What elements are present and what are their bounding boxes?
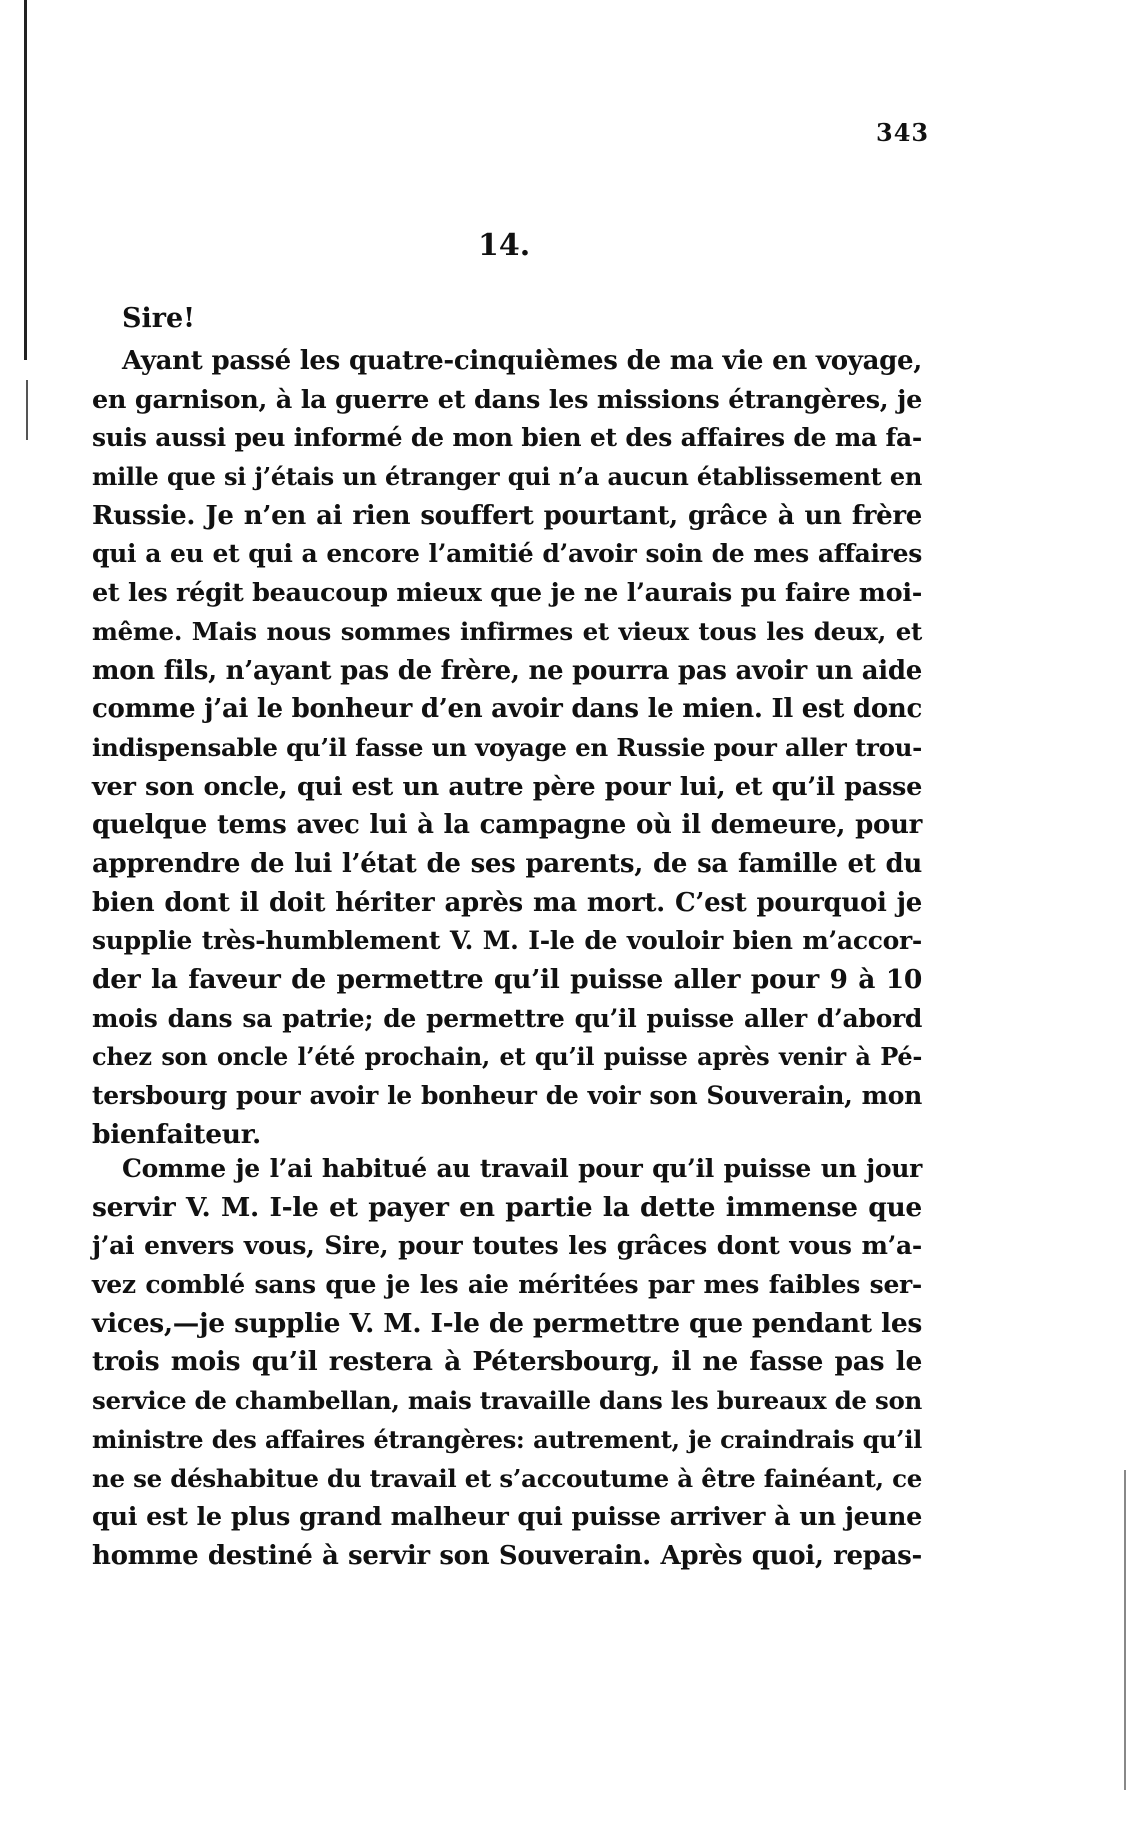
text-line: Russie. Je n’en ai rien souffert pourtant, grâce à un frère [92, 500, 922, 531]
paragraph-2 [92, 1150, 922, 1576]
right-margin-rule [1124, 1470, 1126, 1790]
text-line: j’ai envers vous, Sire, pour toutes les grâces dont vous m’a- [92, 1231, 922, 1261]
text-line: ne se déshabitue du travail et s’accoutume à être fainéant, ce [92, 1463, 922, 1493]
text-line: bienfaiteur. [92, 1118, 261, 1150]
text-line: bien dont il doit hériter après ma mort. C’est pourquoi je [92, 887, 922, 918]
text-line: mon fils, n’ayant pas de frère, ne pourra pas avoir un aide [92, 655, 922, 686]
text-line: ver son oncle, qui est un autre père pour lui, et qu’il passe [92, 771, 922, 802]
text-line: ministre des affaires étrangères: autrement, je craindrais qu’il [92, 1424, 922, 1454]
paragraph-1 [92, 342, 922, 1154]
text-line: qui a eu et qui a encore l’amitié d’avoir soin de mes affaires [92, 539, 922, 569]
text-line: vez comblé sans que je les aie méritées par mes faibles ser- [92, 1270, 922, 1300]
text-line: en garnison, à la guerre et dans les missions étrangères, je [92, 384, 922, 415]
text-line: et les régit beaucoup mieux que je ne l’aurais pu faire moi- [92, 578, 922, 609]
text-line: apprendre de lui l’état de ses parents, de sa famille et du [92, 848, 922, 879]
text-line: service de chambellan, mais travaille dans les bureaux de son [92, 1386, 922, 1416]
text-line: supplie très-humblement V. M. I-le de vouloir bien m’accor- [92, 926, 922, 956]
text-line: chez son oncle l’été prochain, et qu’il puisse après venir à Pé- [92, 1042, 922, 1072]
text-line: même. Mais nous sommes infirmes et vieux tous les deux, et [92, 616, 922, 646]
text-line: mois dans sa patrie; de permettre qu’il puisse aller d’abord [92, 1003, 922, 1033]
text-line: Ayant passé les quatre-cinquièmes de ma vie en voyage, [122, 346, 922, 376]
left-margin-rule-lower [26, 380, 28, 440]
text-line: qui est le plus grand malheur qui puisse arriver à un jeune [92, 1502, 922, 1533]
text-line: Comme je l’ai habitué au travail pour qu’il puisse un jour [122, 1154, 922, 1183]
salutation: Sire! [122, 303, 196, 334]
text-line: homme destiné à servir son Souverain. Après quoi, repas- [92, 1540, 922, 1571]
page-number: 343 [876, 118, 930, 147]
text-line: suis aussi peu informé de mon bien et des affaires de ma fa- [92, 423, 922, 453]
text-line: servir V. M. I-le et payer en partie la dette immense que [92, 1191, 922, 1223]
text-line: vices,—je supplie V. M. I-le de permettre que pendant les [92, 1307, 922, 1339]
left-margin-rule [24, 0, 27, 360]
text-line: trois mois qu’il restera à Pétersbourg, il ne fasse pas le [92, 1346, 922, 1378]
text-line: der la faveur de permettre qu’il puisse aller pour 9 à 10 [92, 964, 922, 995]
text-line: comme j’ai le bonheur d’en avoir dans le mien. Il est donc [92, 694, 922, 725]
text-line: tersbourg pour avoir le bonheur de voir son Souverain, mon [92, 1081, 922, 1111]
section-number: 14. [478, 228, 531, 263]
text-line: mille que si j’étais un étranger qui n’a aucun établissement en [92, 462, 922, 492]
text-line: quelque tems avec lui à la campagne où il demeure, pour [92, 810, 922, 841]
text-line: indispensable qu’il fasse un voyage en Russie pour aller trou- [92, 732, 922, 762]
